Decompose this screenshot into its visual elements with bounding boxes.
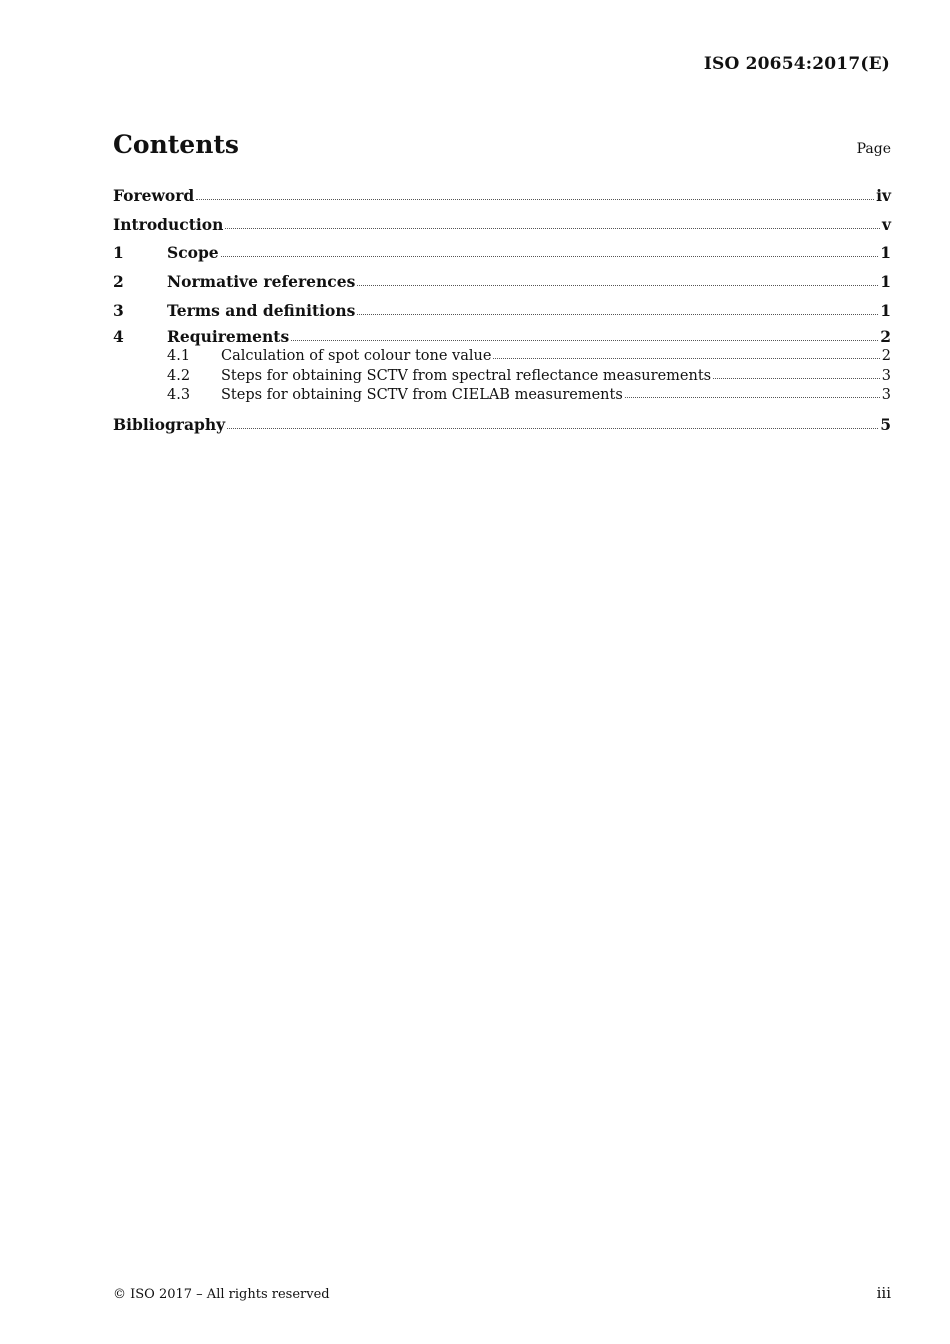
document-id: ISO 20654:2017(E): [703, 54, 890, 74]
dot-leader: [357, 285, 878, 286]
toc-entry-number: 4.3: [167, 387, 191, 404]
toc-entry-title: Introduction: [113, 214, 224, 234]
dot-leader: [225, 228, 880, 229]
toc-entry-page: 5: [880, 415, 891, 435]
dot-leader: [713, 378, 880, 379]
toc-entry-number: 4.1: [167, 348, 191, 365]
dot-leader: [493, 358, 879, 359]
toc-entry-page: 3: [881, 387, 891, 404]
dot-leader: [227, 428, 878, 429]
page-column-label: Page: [856, 141, 891, 157]
toc-subentry-calculation-of-sctv[interactable]: [113, 347, 891, 367]
toc-entry-number: 4: [113, 327, 124, 347]
toc-entry-title: Bibliography: [113, 415, 226, 435]
toc-entry-requirements[interactable]: [113, 327, 891, 347]
toc-entry-page: iv: [876, 186, 891, 205]
toc-entry-page: 1: [880, 243, 891, 263]
toc-entry-normative-references[interactable]: [113, 270, 891, 299]
toc-entry-scope[interactable]: [113, 241, 891, 270]
toc-entry-page: 3: [881, 367, 891, 384]
table-of-contents: [113, 184, 891, 442]
toc-entry-title: Steps for obtaining SCTV from spectral reflectance measurements: [221, 367, 712, 384]
toc-entry-page: 2: [881, 348, 891, 365]
toc-entry-page: v: [881, 214, 891, 234]
toc-entry-title: Foreword: [113, 186, 195, 205]
dot-leader: [196, 199, 874, 200]
toc-entry-title: Terms and definitions: [167, 300, 356, 320]
toc-entry-title: Requirements: [167, 327, 290, 347]
toc-entry-page: 1: [880, 272, 891, 292]
toc-entry-title: Scope: [167, 243, 219, 263]
toc-entry-title: Normative references: [167, 272, 356, 292]
dot-leader: [357, 314, 878, 315]
toc-entry-introduction[interactable]: [113, 213, 891, 242]
toc-subentry-sctv-cielab[interactable]: [113, 386, 891, 413]
dot-leader: [221, 256, 879, 257]
toc-entry-number: 2: [113, 272, 124, 292]
toc-entry-number: 4.2: [167, 367, 191, 384]
copyright-notice: © ISO 2017 – All rights reserved: [113, 1287, 330, 1302]
page-number: iii: [876, 1284, 891, 1302]
contents-title: Contents: [113, 130, 240, 159]
contents-header: [113, 130, 891, 159]
toc-entry-bibliography[interactable]: [113, 413, 891, 442]
toc-subentry-sctv-spectral[interactable]: [113, 367, 891, 387]
toc-entry-title: Calculation of spot colour tone value: [221, 348, 492, 365]
toc-entry-title: Steps for obtaining SCTV from CIELAB measurements: [221, 387, 623, 404]
toc-entry-number: 1: [113, 243, 124, 263]
toc-entry-page: 1: [880, 300, 891, 320]
dot-leader: [625, 397, 880, 398]
dot-leader: [291, 340, 878, 341]
toc-entry-page: 2: [880, 327, 891, 347]
page-footer: [113, 1284, 891, 1302]
toc-entry-terms-and-definitions[interactable]: [113, 299, 891, 328]
toc-entry-number: 3: [113, 300, 124, 320]
toc-entry-foreword[interactable]: [113, 184, 891, 213]
